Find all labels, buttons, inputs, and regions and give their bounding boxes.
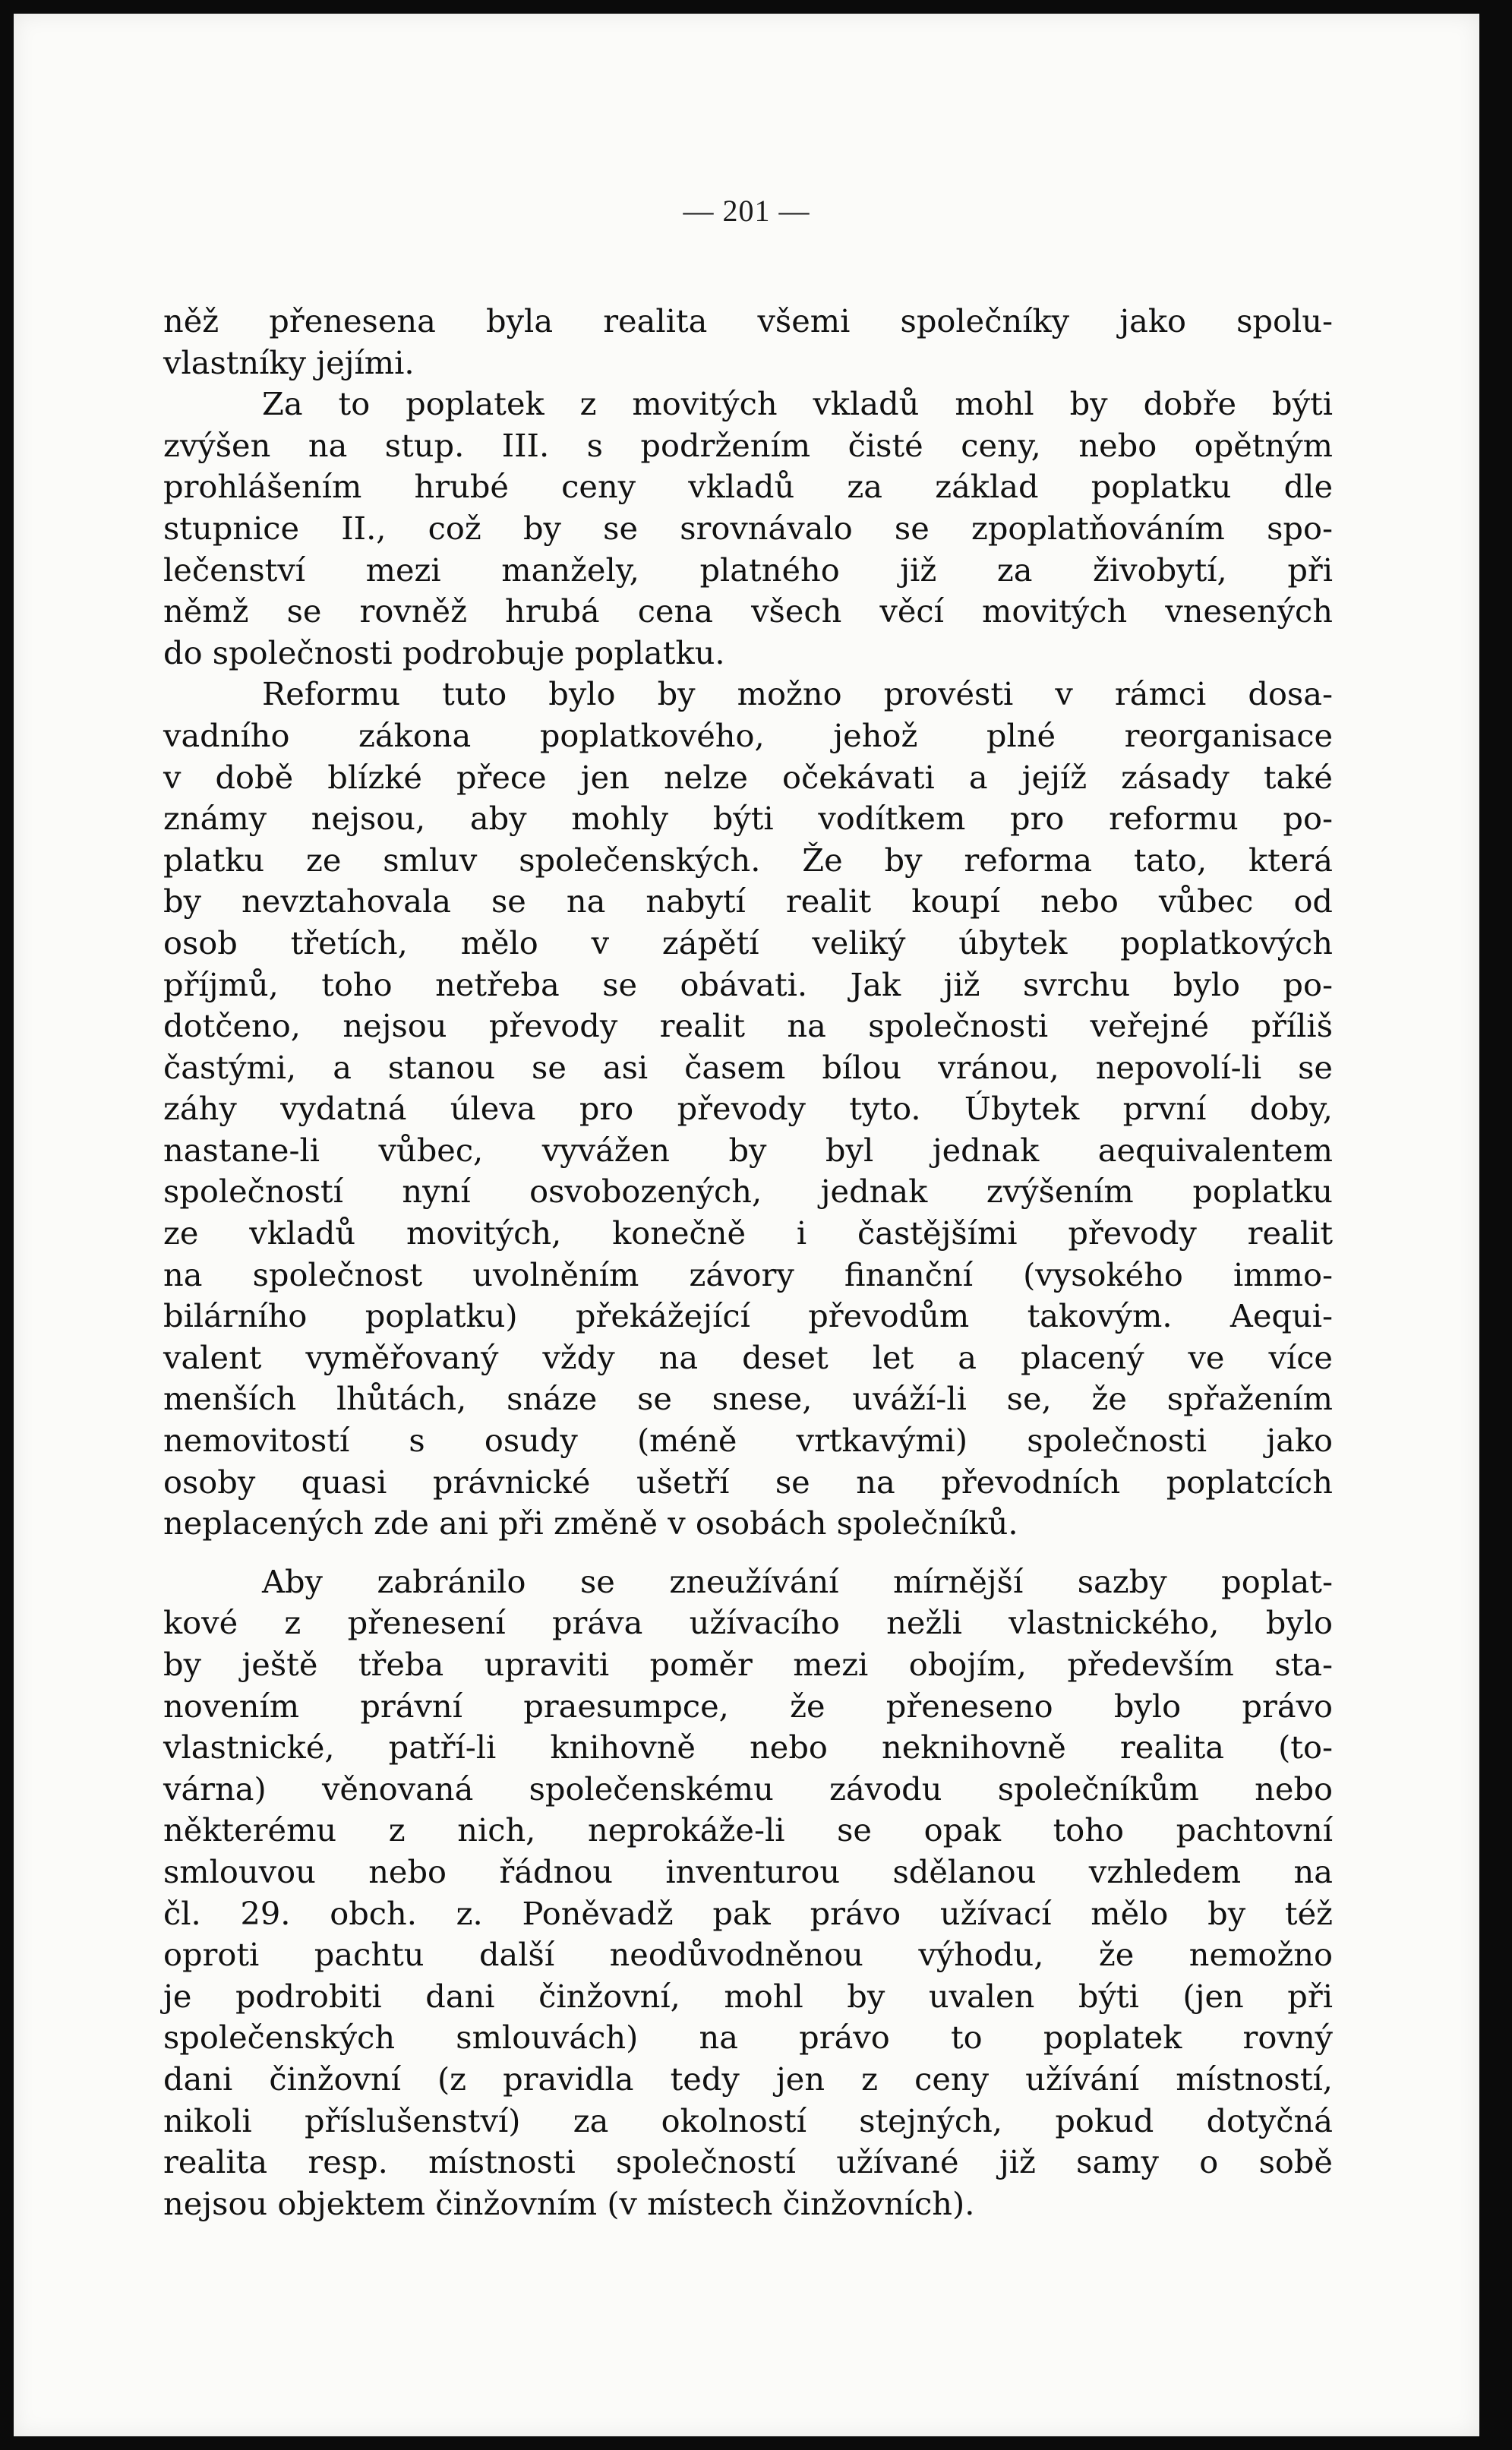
paragraph	[163, 301, 1333, 384]
text-line: zvýšen na stup. III. s podržením čisté ceny, nebo opětným	[163, 426, 1333, 464]
text-line: nikoli příslušenství) za okolností stejných, pokud dotyčná	[163, 2101, 1333, 2139]
paragraph	[163, 384, 1333, 674]
page-number: — 201 —	[683, 194, 810, 228]
text-line: menších lhůtách, snáze se snese, uváží-li se, že spřažením	[163, 1380, 1333, 1418]
text-line: smlouvou nebo řádnou inventurou sdělanou vzhledem na	[163, 1852, 1333, 1890]
paragraph	[163, 1561, 1333, 2225]
text-line: by nevztahovala se na nabytí realit koupí nebo vůbec od	[163, 882, 1333, 920]
text-line: častými, a stanou se asi časem bílou vránou, nepovolí-li se	[163, 1048, 1333, 1086]
text-line: známy nejsou, aby mohly býti vodítkem pro reformu po-	[163, 800, 1333, 838]
text-line: v době blízké přece jen nelze očekávati a jejíž zásady také	[163, 758, 1333, 796]
text-line: některému z nich, neprokáže-li se opak toho pachtovní	[163, 1811, 1333, 1849]
text-line: stupnice II., což by se srovnávalo se zpoplatňováním spo-	[163, 509, 1333, 547]
text-line: je podrobiti dani činžovní, mohl by uvalen býti (jen při	[163, 1977, 1333, 2015]
book-page	[14, 14, 1479, 2436]
text-line: čl. 29. obch. z. Poněvadž pak právo užívací mělo by též	[163, 1894, 1333, 1932]
text-line: vadního zákona poplatkového, jehož plné reorganisace	[163, 716, 1333, 754]
text-line: valent vyměřovaný vždy na deset let a placený ve více	[163, 1338, 1333, 1376]
text-line: platku ze smluv společenských. Že by reforma tato, která	[163, 841, 1333, 879]
text-line: várna) věnovaná společenskému závodu společníkům nebo	[163, 1770, 1333, 1808]
text-line: Aby zabránilo se zneužívání mírnější sazby poplat-	[262, 1562, 1333, 1600]
text-line: neplacených zde ani při změně v osobách společníků.	[163, 1504, 1018, 1542]
text-line: bilárního poplatku) překážející převodům takovým. Aequi-	[163, 1297, 1333, 1335]
text-line: příjmů, toho netřeba se obávati. Jak již svrchu bylo po-	[163, 965, 1333, 1003]
body-text	[163, 301, 1333, 2224]
text-line: nastane-li vůbec, vyvážen by byl jednak aequivalentem	[163, 1131, 1333, 1169]
text-line: vlastnické, patří-li knihovně nebo neknihovně realita (to-	[163, 1729, 1333, 1766]
text-line: osob třetích, mělo v zápětí veliký úbytek poplatkových	[163, 923, 1333, 961]
text-line: záhy vydatná úleva pro převody tyto. Úbytek první doby,	[163, 1090, 1333, 1128]
text-line: dani činžovní (z pravidla tedy jen z ceny užívání místností,	[163, 2060, 1333, 2098]
text-line: nejsou objektem činžovním (v místech činžovních).	[163, 2184, 975, 2222]
text-line: novením právní praesumpce, že přeneseno bylo právo	[163, 1687, 1333, 1725]
text-line: vlastníky jejími.	[163, 343, 415, 381]
text-line: společností nyní osvobozených, jednak zvýšením poplatku	[163, 1173, 1333, 1211]
text-line: lečenství mezi manžely, platného již za živobytí, při	[163, 551, 1333, 589]
text-line: ze vkladů movitých, konečně i častějšími převody realit	[163, 1214, 1333, 1252]
text-line: oproti pachtu další neodůvodněnou výhodu, že nemožno	[163, 1936, 1333, 1974]
text-line: něž přenesena byla realita všemi společníky jako spolu-	[163, 302, 1333, 339]
text-line: němž se rovněž hrubá cena všech věcí movitých vnesených	[163, 592, 1333, 630]
text-line: osoby quasi právnické ušetří se na převodních poplatcích	[163, 1463, 1333, 1501]
text-line: Reformu tuto bylo by možno provésti v rámci dosa-	[262, 675, 1333, 713]
scan-border	[1479, 0, 1512, 2450]
text-line: realita resp. místnosti společností užívané již samy o sobě	[163, 2143, 1333, 2181]
text-line: do společnosti podrobuje poplatku.	[163, 633, 725, 671]
paragraph	[163, 674, 1333, 1544]
text-line: nemovitostí s osudy (méně vrtkavými) společnosti jako	[163, 1422, 1333, 1460]
text-line: na společnost uvolněním závory finanční (vysokého immo-	[163, 1255, 1333, 1293]
text-line: dotčeno, nejsou převody realit na společnosti veřejné příliš	[163, 1007, 1333, 1045]
text-line: společenských smlouvách) na právo to poplatek rovný	[163, 2019, 1333, 2057]
text-line: kové z přenesení práva užívacího nežli vlastnického, bylo	[163, 1604, 1333, 1642]
text-line: prohlášením hrubé ceny vkladů za základ poplatku dle	[163, 468, 1333, 506]
text-line: by ještě třeba upraviti poměr mezi obojím, především sta-	[163, 1646, 1333, 1683]
text-line: Za to poplatek z movitých vkladů mohl by dobře býti	[262, 385, 1333, 423]
